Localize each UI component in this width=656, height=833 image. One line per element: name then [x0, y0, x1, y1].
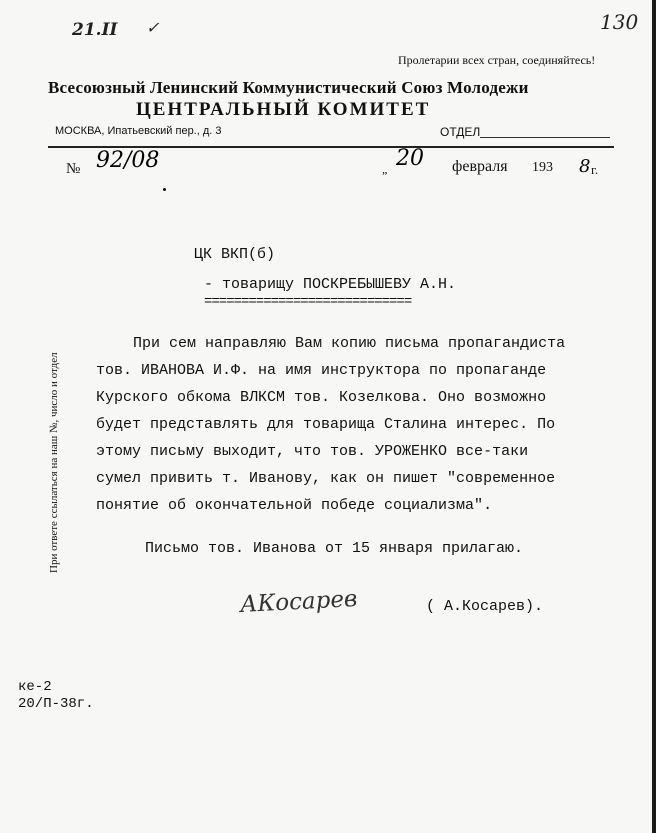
body-line: При сем направляю Вам копию письма пропагандиста	[133, 335, 566, 352]
date-year-prefix: 193	[532, 160, 553, 175]
date-year-suffix: 8	[579, 156, 591, 177]
signer-name: ( А.Косарев).	[426, 598, 544, 615]
side-note-text: При ответе ссылаться на наш №, число и отдел	[48, 352, 60, 573]
date-month: февраля	[452, 158, 508, 175]
department-label: ОТДЕЛ	[440, 125, 481, 139]
body-line: понятие об окончательной победе социализма".	[96, 497, 493, 514]
recipient-line-2: - товарищу ПОСКРЕБЫШЕВУ А.Н.	[204, 276, 457, 293]
reference-code: ке-2	[18, 679, 52, 695]
address: МОСКВА, Ипатьевский пер., д. 3	[55, 125, 222, 137]
handwritten-signature: АКосарев	[239, 585, 358, 619]
body-line: будет представлять для товарища Сталина интерес. По	[96, 416, 556, 433]
handwritten-date-note: 21.II	[72, 20, 118, 40]
recipient-line-1: ЦК ВКП(б)	[194, 246, 276, 263]
number-label: №	[66, 161, 81, 177]
date-year-end: г.	[591, 162, 599, 177]
archive-number: 130	[600, 10, 639, 34]
recipient-underline: ============================	[204, 294, 412, 310]
body-line: этому письму выходит, что тов. УРОЖЕНКО все-таки	[96, 443, 529, 460]
committee-title: ЦЕНТРАЛЬНЫЙ КОМИТЕТ	[136, 99, 431, 120]
body-line: сумел привить т. Иванову, как он пишет "современное	[96, 470, 556, 487]
side-note	[48, 327, 64, 573]
slogan: Пролетарии всех стран, соединяйтесь!	[398, 53, 596, 67]
check-mark-icon: ✓	[146, 18, 160, 37]
page-edge	[652, 0, 656, 833]
document-number: 92/08	[96, 148, 160, 173]
body-line: Курского обкома ВЛКСМ тов. Козелкова. Оно возможно	[96, 389, 547, 406]
date-day: 20	[396, 146, 424, 171]
organization-name: Всесоюзный Ленинский Коммунистический Союз Молодежи	[48, 78, 529, 97]
date-day-prefix: „	[382, 162, 388, 176]
reference-date: 20/П-38г.	[18, 696, 94, 712]
body-line: тов. ИВАНОВА И.Ф. на имя инструктора по пропаганде	[96, 362, 547, 379]
body-line: Письмо тов. Иванова от 15 января прилагаю.	[145, 540, 524, 557]
ink-dot	[163, 188, 166, 191]
department-field-line	[480, 137, 610, 138]
